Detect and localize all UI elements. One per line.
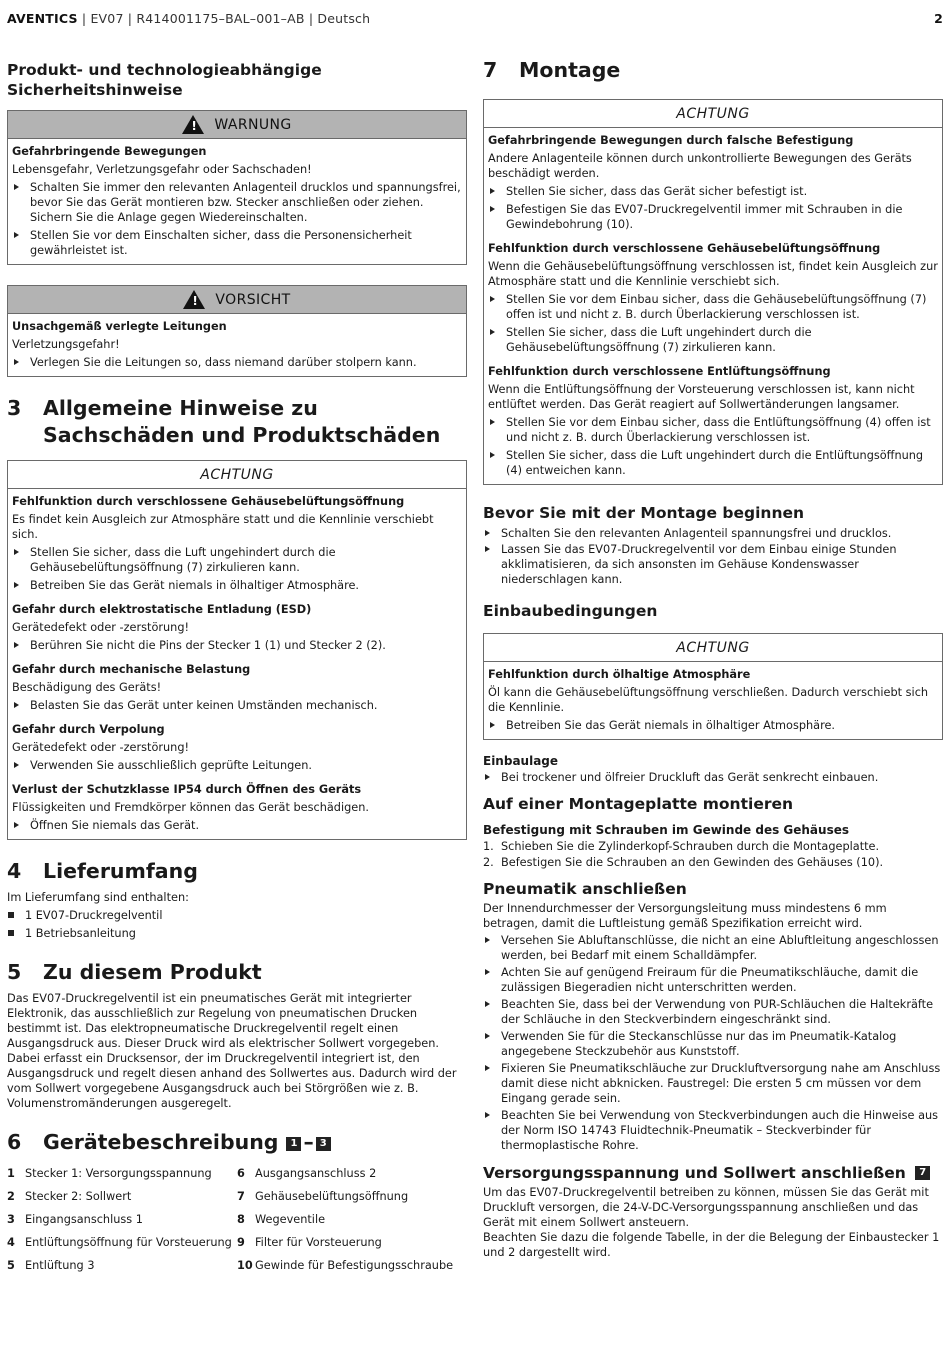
bullet-arrow-icon — [485, 546, 490, 552]
list-item: Schalten Sie immer den relevanten Anlagenteil drucklos und spannungsfrei, bevor Sie das Gerät montieren bzw. Stecker anschließen oder ziehen. Sichern Sie die Anlage gegen Wiedereinschalten. — [12, 180, 462, 225]
list-item: Achten Sie auf genügend Freiraum für die Pneumatikschläuche, damit die zulässigen Biegeradien nicht unterschritten werden. — [483, 965, 943, 995]
figure-ref[interactable]: 7 — [915, 1166, 930, 1180]
list-item: Stellen Sie sicher, dass die Luft ungehindert durch die Gehäusebelüftungsöffnung (7) zirkulieren kann. — [488, 325, 938, 355]
bullet-arrow-icon — [14, 549, 19, 555]
document-meta: | EV07 | R414001175–BAL–001–AB | Deutsch — [77, 11, 371, 26]
bullet-square-icon — [8, 930, 14, 936]
warning-heading: Gefahrbringende Bewegungen — [12, 145, 207, 158]
pneumatic-text: Der Innendurchmesser der Versorgungsleitung muss mindestens 6 mm betragen, damit die Luftleistung gemäß Spezifikation erreicht wird. — [483, 902, 887, 930]
bullet-arrow-icon — [14, 359, 19, 365]
caution-text: Verletzungsgefahr! — [12, 338, 120, 351]
notice-header: ACHTUNG — [484, 100, 942, 128]
bullet-arrow-icon — [490, 188, 495, 194]
notice-text: Wenn die Entlüftungsöffnung der Vorsteuerung verschlossen ist, kann nicht entlüftet werden. Das Gerät reagiert auf Sollwertänderungen langsamer. — [488, 383, 915, 411]
part-item: 6 Ausgangsanschluss 2 — [237, 1167, 377, 1180]
caution-box — [7, 285, 467, 377]
list-item: Verwenden Sie für die Steckanschlüsse nur das im Pneumatik-Katalog angegebene Steckzubehör aus Kunststoff. — [483, 1029, 943, 1059]
notice-text: Flüssigkeiten und Fremdkörper können das Gerät beschädigen. — [12, 801, 369, 814]
list-item: Stellen Sie vor dem Einschalten sicher, dass die Personensicherheit gewährleistet ist. — [12, 228, 462, 258]
part-item: 8 Wegeventile — [237, 1213, 326, 1226]
chapter-6-heading: 6 Gerätebeschreibung 1 – 3 — [7, 1129, 467, 1156]
chapter-4-heading: 4 Lieferumfang — [7, 859, 198, 883]
caution-heading: Unsachgemäß verlegte Leitungen — [12, 320, 227, 333]
notice-heading: Fehlfunktion durch verschlossene Gehäusebelüftungsöffnung — [12, 495, 405, 508]
bullet-arrow-icon — [490, 722, 495, 728]
notice-header: ACHTUNG — [484, 634, 942, 662]
list-item: 1 Betriebsanleitung — [7, 926, 467, 941]
list-item: Versehen Sie Abluftanschlüsse, die nicht an eine Abluftleitung angeschlossen werden, bei Bedarf mit einem Schalldämpfer. — [483, 933, 943, 963]
bullet-arrow-icon — [14, 184, 19, 190]
bullet-arrow-icon — [490, 329, 495, 335]
bullet-arrow-icon — [14, 232, 19, 238]
notice-header: ACHTUNG — [8, 461, 466, 489]
figure-ref[interactable]: 3 — [316, 1137, 331, 1151]
bullet-arrow-icon — [485, 530, 490, 536]
section-heading: Einbaubedingungen — [483, 602, 658, 620]
right-column — [483, 58, 943, 1260]
warning-text: Lebensgefahr, Verletzungsgefahr oder Sachschaden! — [12, 163, 312, 176]
part-item: 4 Entlüftungsöffnung für Vorsteuerung — [7, 1236, 232, 1249]
list-item: Beachten Sie bei Verwendung von Steckverbindungen auch die Hinweise aus der Norm ISO 14743 Fluidtechnik-Pneumatik – Steckverbinder für thermoplastische Rohre. — [483, 1108, 943, 1153]
notice-text: Gerätedefekt oder -zerstörung! — [12, 741, 190, 754]
caution-header — [8, 286, 466, 314]
figure-ref[interactable]: 1 — [286, 1137, 301, 1151]
list-item: Stellen Sie sicher, dass die Luft ungehindert durch die Gehäusebelüftungsöffnung (7) zirkulieren kann. — [12, 545, 462, 575]
bullet-arrow-icon — [485, 1065, 490, 1071]
page-header — [7, 11, 943, 26]
list-item: Verlegen Sie die Leitungen so, dass niemand darüber stolpern kann. — [12, 355, 462, 370]
safety-title: Produkt- und technologieabhängige Sicherheitshinweise — [7, 61, 322, 99]
step-item: 1. Schieben Sie die Zylinderkopf-Schrauben durch die Montageplatte. — [483, 840, 880, 853]
chapter-5-heading: 5 Zu diesem Produkt — [7, 960, 262, 984]
section-heading: Bevor Sie mit der Montage beginnen — [483, 504, 805, 522]
parts-list — [7, 1166, 467, 1273]
part-item: 9 Filter für Vorsteuerung — [237, 1236, 382, 1249]
bullet-square-icon — [8, 912, 14, 918]
part-item: 2 Stecker 2: Sollwert — [7, 1190, 132, 1203]
part-item: 5 Entlüftung 3 — [7, 1259, 95, 1272]
page-number: 2 — [934, 11, 943, 26]
notice-text: Beschädigung des Geräts! — [12, 681, 162, 694]
notice-text: Andere Anlagenteile können durch unkontrollierte Bewegungen des Geräts beschädigt werden. — [488, 152, 912, 180]
list-item: Verwenden Sie ausschließlich geprüfte Leitungen. — [12, 758, 462, 773]
list-item: Stellen Sie vor dem Einbau sicher, dass die Gehäusebelüftungsöffnung (7) offen ist und nicht z. B. durch Überlackierung verschlossen ist. — [488, 292, 938, 322]
brand-name: AVENTICS — [7, 11, 78, 26]
bullet-arrow-icon — [14, 582, 19, 588]
product-description: Das EV07-Druckregelventil ist ein pneumatisches Gerät mit integrierter Elektronik, das ausschließlich zur Regelung von pneumatischen Drucken bestimmt ist. Das elektropneumatische Druckregelventil regelt einen Ausgangsdruck aus. Dieser Druck wird als elektrischer Sollwert vorgegeben. Dabei erfasst ein Drucksensor, der im Druckregelventil integriert ist, den Ausgangsdruck und regelt diesen anhand des Sollwertes aus. Dadurch wird der vom Sollwert vorgegebene Ausgangsdruck auch bei Störgrößen wie z. B. Volumenstromänderungen ausgeregelt. — [7, 992, 457, 1110]
subsection-heading: Einbaulage — [483, 754, 559, 768]
notice-heading: Fehlfunktion durch verschlossene Gehäusebelüftungsöffnung — [488, 242, 881, 255]
notice-box — [7, 460, 467, 840]
notice-heading: Gefahrbringende Bewegungen durch falsche Befestigung — [488, 134, 854, 147]
warning-box — [7, 110, 467, 265]
bullet-arrow-icon — [490, 206, 495, 212]
notice-box — [483, 99, 943, 485]
bullet-arrow-icon — [485, 1033, 490, 1039]
chapter-7-heading: 7 Montage — [483, 58, 621, 82]
notice-box — [483, 633, 943, 740]
warning-icon — [183, 290, 205, 309]
notice-text: Es findet kein Ausgleich zur Atmosphäre statt und die Kennlinie verschiebt sich. — [12, 513, 434, 541]
list-item: Beachten Sie, dass bei der Verwendung von PUR-Schläuchen die Haltekräfte der Schläuche in den Steckverbindern eingeschränkt sind. — [483, 997, 943, 1027]
scope-intro: Im Lieferumfang sind enthalten: — [7, 891, 189, 904]
list-item: Schalten Sie den relevanten Anlagenteil spannungsfrei und drucklos. — [483, 526, 943, 541]
notice-text: Wenn die Gehäusebelüftungsöffnung verschlossen ist, findet kein Ausgleich zur Atmosphäre statt und die Kennlinie verschiebt sich. — [488, 260, 938, 288]
caution-label: VORSICHT — [215, 291, 291, 308]
notice-text: Öl kann die Gehäusebelüftungsöffnung verschließen. Dadurch verschiebt sich die Kennlinie. — [488, 686, 929, 714]
warning-label: WARNUNG — [214, 116, 292, 133]
bullet-arrow-icon — [14, 822, 19, 828]
bullet-arrow-icon — [490, 419, 495, 425]
list-item: Stellen Sie vor dem Einbau sicher, dass die Entlüftungsöffnung (4) offen ist und nicht z. B. durch Überlackierung verschlossen ist. — [488, 415, 938, 445]
bullet-arrow-icon — [14, 702, 19, 708]
notice-heading: Fehlfunktion durch ölhaltige Atmosphäre — [488, 668, 751, 681]
list-item: Belasten Sie das Gerät unter keinen Umständen mechanisch. — [12, 698, 462, 713]
section-heading: Versorgungsspannung und Sollwert anschließen 7 — [483, 1163, 943, 1183]
list-item: Befestigen Sie das EV07-Druckregelventil immer mit Schrauben in die Gewindebohrung (10). — [488, 202, 938, 232]
list-item: Öffnen Sie niemals das Gerät. — [12, 818, 462, 833]
list-item: Stellen Sie sicher, dass die Luft ungehindert durch die Entlüftungsöffnung (4) entweichen kann. — [488, 448, 938, 478]
notice-text: Gerätedefekt oder -zerstörung! — [12, 621, 190, 634]
warning-header — [8, 111, 466, 139]
part-item: 1 Stecker 1: Versorgungsspannung — [7, 1167, 212, 1180]
step-item: 2. Befestigen Sie die Schrauben an den Gewinden des Gehäuses (10). — [483, 856, 884, 869]
list-item: 1 EV07-Druckregelventil — [7, 908, 467, 923]
list-item: Betreiben Sie das Gerät niemals in ölhaltiger Atmosphäre. — [12, 578, 462, 593]
list-item: Stellen Sie sicher, dass das Gerät sicher befestigt ist. — [488, 184, 938, 199]
bullet-arrow-icon — [485, 969, 490, 975]
bullet-arrow-icon — [485, 1001, 490, 1007]
part-item: 3 Eingangsanschluss 1 — [7, 1213, 143, 1226]
warning-icon — [182, 115, 204, 134]
supply-text: Beachten Sie dazu die folgende Tabelle, in der die Belegung der Einbaustecker 1 und 2 dargestellt wird. — [483, 1231, 940, 1259]
bullet-arrow-icon — [485, 937, 490, 943]
list-item: Bei trockener und ölfreier Druckluft das Gerät senkrecht einbauen. — [483, 770, 943, 785]
part-item: 10 Gewinde für Befestigungsschraube — [237, 1259, 454, 1272]
notice-heading: Gefahr durch elektrostatische Entladung (ESD) — [12, 603, 312, 616]
notice-heading: Fehlfunktion durch verschlossene Entlüftungsöffnung — [488, 365, 831, 378]
section-heading: Auf einer Montageplatte montieren — [483, 795, 794, 813]
part-item: 7 Gehäusebelüftungsöffnung — [237, 1190, 409, 1203]
notice-heading: Gefahr durch mechanische Belastung — [12, 663, 251, 676]
bullet-arrow-icon — [485, 1112, 490, 1118]
bullet-arrow-icon — [14, 762, 19, 768]
list-item: Berühren Sie nicht die Pins der Stecker 1 (1) und Stecker 2 (2). — [12, 638, 462, 653]
supply-text: Um das EV07-Druckregelventil betreiben zu können, müssen Sie das Gerät mit Druckluft versorgen, die 24-V-DC-Versorgungsspannung anschließen und das Gerät mit einem Sollwert ansteuern. — [483, 1186, 929, 1229]
bullet-arrow-icon — [490, 452, 495, 458]
notice-heading: Gefahr durch Verpolung — [12, 723, 165, 736]
bullet-arrow-icon — [14, 642, 19, 648]
list-item: Fixieren Sie Pneumatikschläuche zur Druckluftversorgung nahe am Anschluss damit diese nicht abknicken. Faustregel: Die ersten 5 cm müssen vor dem Eingang gerade sein. — [483, 1061, 943, 1106]
chapter-3-heading: 3 Allgemeine Hinweise zu Sachschäden und Produktschäden — [7, 396, 441, 447]
list-item: Lassen Sie das EV07-Druckregelventil vor dem Einbau einige Stunden akklimatisieren, da sich ansonsten im Gehäuse Kondenswasser niederschlagen kann. — [483, 542, 943, 587]
subsection-heading: Befestigung mit Schrauben im Gewinde des Gehäuses — [483, 823, 849, 837]
left-column — [7, 58, 467, 1273]
list-item: Betreiben Sie das Gerät niemals in ölhaltiger Atmosphäre. — [488, 718, 938, 733]
bullet-arrow-icon — [490, 296, 495, 302]
notice-heading: Verlust der Schutzklasse IP54 durch Öffnen des Geräts — [12, 783, 362, 796]
bullet-arrow-icon — [485, 774, 490, 780]
section-heading: Pneumatik anschließen — [483, 880, 687, 898]
